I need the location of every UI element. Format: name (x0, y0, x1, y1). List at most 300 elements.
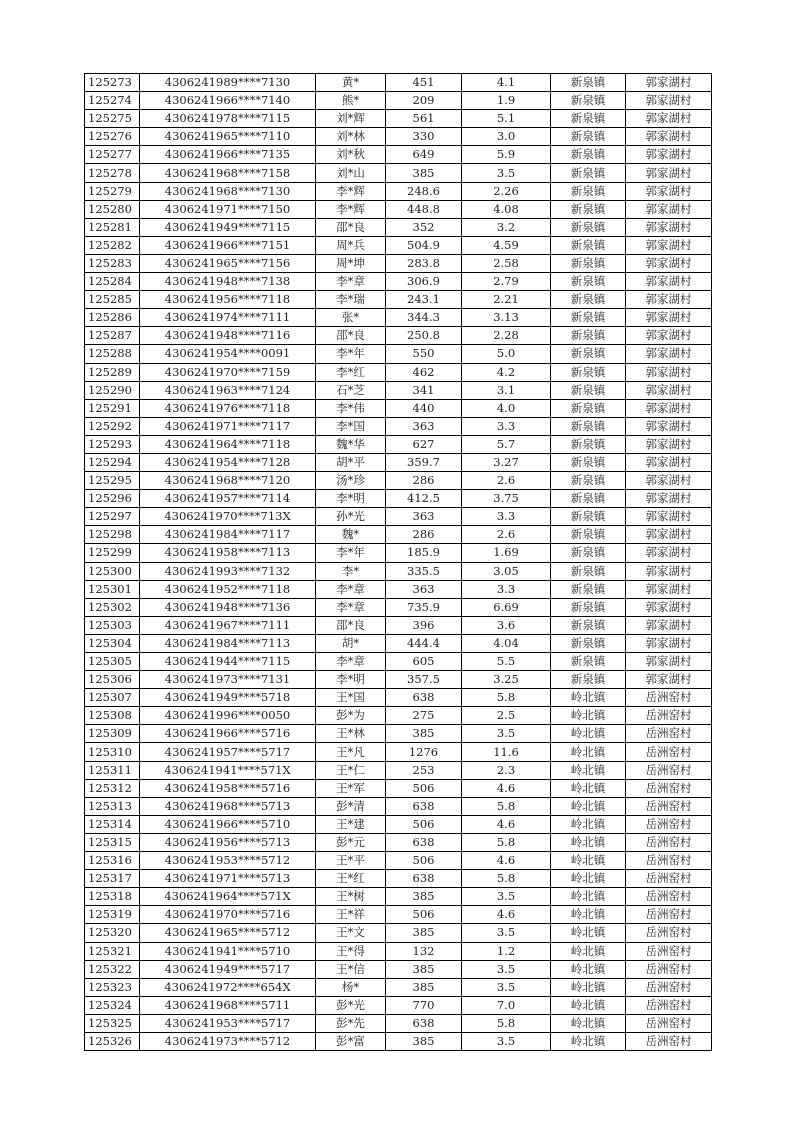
record-id-cell: 125282 (85, 236, 140, 254)
village-cell: 岳洲窑村 (626, 888, 712, 906)
record-id-cell: 125289 (85, 363, 140, 381)
person-name-cell: 彭*光 (316, 996, 386, 1014)
town-cell: 新泉镇 (551, 128, 626, 146)
amount-cell: 286 (386, 526, 462, 544)
table-row (85, 1014, 712, 1032)
table-row (85, 472, 712, 490)
town-cell: 新泉镇 (551, 363, 626, 381)
record-id-cell: 125276 (85, 128, 140, 146)
area-cell: 3.2 (462, 218, 551, 236)
village-cell: 岳洲窑村 (626, 797, 712, 815)
amount-cell: 412.5 (386, 490, 462, 508)
record-id-cell: 125277 (85, 146, 140, 164)
id-number-cell: 4306241966****7151 (140, 236, 316, 254)
amount-cell: 396 (386, 616, 462, 634)
table-row (85, 236, 712, 254)
town-cell: 新泉镇 (551, 399, 626, 417)
amount-cell: 649 (386, 146, 462, 164)
town-cell: 岭北镇 (551, 689, 626, 707)
amount-cell: 363 (386, 417, 462, 435)
record-id-cell: 125312 (85, 779, 140, 797)
area-cell: 2.3 (462, 761, 551, 779)
amount-cell: 359.7 (386, 453, 462, 471)
id-number-cell: 4306241970****5716 (140, 906, 316, 924)
record-id-cell: 125298 (85, 526, 140, 544)
village-cell: 郭家湖村 (626, 345, 712, 363)
id-number-cell: 4306241956****5713 (140, 833, 316, 851)
village-cell: 岳洲窑村 (626, 1032, 712, 1050)
town-cell: 新泉镇 (551, 526, 626, 544)
area-cell: 11.6 (462, 743, 551, 761)
amount-cell: 451 (386, 74, 462, 92)
town-cell: 新泉镇 (551, 435, 626, 453)
amount-cell: 448.8 (386, 200, 462, 218)
amount-cell: 627 (386, 435, 462, 453)
table-row (85, 797, 712, 815)
id-number-cell: 4306241968****5711 (140, 996, 316, 1014)
town-cell: 新泉镇 (551, 508, 626, 526)
table-row (85, 254, 712, 272)
village-cell: 郭家湖村 (626, 671, 712, 689)
area-cell: 2.79 (462, 273, 551, 291)
town-cell: 新泉镇 (551, 634, 626, 652)
area-cell: 3.5 (462, 725, 551, 743)
village-cell: 郭家湖村 (626, 309, 712, 327)
record-id-cell: 125318 (85, 888, 140, 906)
town-cell: 岭北镇 (551, 725, 626, 743)
town-cell: 岭北镇 (551, 1032, 626, 1050)
person-name-cell: 刘*山 (316, 164, 386, 182)
id-number-cell: 4306241965****7110 (140, 128, 316, 146)
village-cell: 郭家湖村 (626, 146, 712, 164)
village-cell: 岳洲窑村 (626, 779, 712, 797)
record-id-cell: 125326 (85, 1032, 140, 1050)
amount-cell: 275 (386, 707, 462, 725)
area-cell: 3.05 (462, 562, 551, 580)
record-id-cell: 125315 (85, 833, 140, 851)
town-cell: 新泉镇 (551, 291, 626, 309)
amount-cell: 770 (386, 996, 462, 1014)
record-id-cell: 125300 (85, 562, 140, 580)
id-number-cell: 4306241953****5712 (140, 852, 316, 870)
town-cell: 新泉镇 (551, 92, 626, 110)
town-cell: 新泉镇 (551, 490, 626, 508)
village-cell: 岳洲窑村 (626, 815, 712, 833)
person-name-cell: 刘*林 (316, 128, 386, 146)
table-row (85, 363, 712, 381)
record-id-cell: 125317 (85, 870, 140, 888)
amount-cell: 638 (386, 797, 462, 815)
id-number-cell: 4306241970****713X (140, 508, 316, 526)
id-number-cell: 4306241948****7116 (140, 327, 316, 345)
record-id-cell: 125322 (85, 960, 140, 978)
record-id-cell: 125295 (85, 472, 140, 490)
area-cell: 3.13 (462, 309, 551, 327)
person-name-cell: 王*军 (316, 779, 386, 797)
record-id-cell: 125301 (85, 580, 140, 598)
area-cell: 2.6 (462, 526, 551, 544)
town-cell: 岭北镇 (551, 743, 626, 761)
id-number-cell: 4306241944****7115 (140, 653, 316, 671)
person-name-cell: 王*信 (316, 960, 386, 978)
record-id-cell: 125309 (85, 725, 140, 743)
person-name-cell: 胡* (316, 634, 386, 652)
amount-cell: 385 (386, 978, 462, 996)
town-cell: 新泉镇 (551, 598, 626, 616)
id-number-cell: 4306241949****5718 (140, 689, 316, 707)
amount-cell: 363 (386, 580, 462, 598)
amount-cell: 638 (386, 1014, 462, 1032)
record-id-cell: 125311 (85, 761, 140, 779)
amount-cell: 506 (386, 852, 462, 870)
person-name-cell: 王*祥 (316, 906, 386, 924)
id-number-cell: 4306241996****0050 (140, 707, 316, 725)
table-row (85, 544, 712, 562)
village-cell: 郭家湖村 (626, 526, 712, 544)
id-number-cell: 4306241989****7130 (140, 74, 316, 92)
table-row (85, 417, 712, 435)
area-cell: 1.69 (462, 544, 551, 562)
person-name-cell: 张* (316, 309, 386, 327)
town-cell: 岭北镇 (551, 888, 626, 906)
town-cell: 岭北镇 (551, 906, 626, 924)
area-cell: 3.3 (462, 417, 551, 435)
town-cell: 新泉镇 (551, 182, 626, 200)
amount-cell: 330 (386, 128, 462, 146)
area-cell: 4.59 (462, 236, 551, 254)
person-name-cell: 彭*富 (316, 1032, 386, 1050)
amount-cell: 357.5 (386, 671, 462, 689)
person-name-cell: 李*章 (316, 653, 386, 671)
table-row (85, 291, 712, 309)
town-cell: 新泉镇 (551, 580, 626, 598)
person-name-cell: 李*辉 (316, 200, 386, 218)
area-cell: 3.0 (462, 128, 551, 146)
town-cell: 岭北镇 (551, 833, 626, 851)
table-row (85, 128, 712, 146)
amount-cell: 363 (386, 508, 462, 526)
person-name-cell: 李*章 (316, 273, 386, 291)
village-cell: 郭家湖村 (626, 453, 712, 471)
table-row (85, 562, 712, 580)
village-cell: 郭家湖村 (626, 200, 712, 218)
person-name-cell: 刘*辉 (316, 110, 386, 128)
id-number-cell: 4306241941****571X (140, 761, 316, 779)
table-row (85, 580, 712, 598)
amount-cell: 506 (386, 815, 462, 833)
record-id-cell: 125275 (85, 110, 140, 128)
id-number-cell: 4306241973****5712 (140, 1032, 316, 1050)
village-cell: 郭家湖村 (626, 634, 712, 652)
area-cell: 5.8 (462, 870, 551, 888)
amount-cell: 283.8 (386, 254, 462, 272)
amount-cell: 444.4 (386, 634, 462, 652)
id-number-cell: 4306241978****7115 (140, 110, 316, 128)
amount-cell: 550 (386, 345, 462, 363)
area-cell: 4.04 (462, 634, 551, 652)
area-cell: 3.6 (462, 616, 551, 634)
id-number-cell: 4306241953****5717 (140, 1014, 316, 1032)
village-cell: 郭家湖村 (626, 435, 712, 453)
town-cell: 新泉镇 (551, 110, 626, 128)
record-id-cell: 125294 (85, 453, 140, 471)
table-row (85, 200, 712, 218)
id-number-cell: 4306241971****5713 (140, 870, 316, 888)
id-number-cell: 4306241984****7113 (140, 634, 316, 652)
area-cell: 5.7 (462, 435, 551, 453)
record-id-cell: 125307 (85, 689, 140, 707)
person-name-cell: 周*坤 (316, 254, 386, 272)
table-row (85, 743, 712, 761)
record-id-cell: 125292 (85, 417, 140, 435)
amount-cell: 306.9 (386, 273, 462, 291)
town-cell: 岭北镇 (551, 815, 626, 833)
area-cell: 1.2 (462, 942, 551, 960)
village-cell: 郭家湖村 (626, 616, 712, 634)
area-cell: 5.0 (462, 345, 551, 363)
record-id-cell: 125273 (85, 74, 140, 92)
table-row (85, 526, 712, 544)
person-name-cell: 王*树 (316, 888, 386, 906)
area-cell: 6.69 (462, 598, 551, 616)
town-cell: 岭北镇 (551, 797, 626, 815)
area-cell: 1.9 (462, 92, 551, 110)
id-number-cell: 4306241993****7132 (140, 562, 316, 580)
table-row (85, 164, 712, 182)
amount-cell: 504.9 (386, 236, 462, 254)
record-id-cell: 125287 (85, 327, 140, 345)
person-name-cell: 彭*先 (316, 1014, 386, 1032)
town-cell: 新泉镇 (551, 327, 626, 345)
table-row (85, 508, 712, 526)
record-id-cell: 125286 (85, 309, 140, 327)
person-name-cell: 黄* (316, 74, 386, 92)
amount-cell: 335.5 (386, 562, 462, 580)
record-id-cell: 125280 (85, 200, 140, 218)
area-cell: 5.8 (462, 833, 551, 851)
area-cell: 4.6 (462, 906, 551, 924)
village-cell: 郭家湖村 (626, 381, 712, 399)
area-cell: 5.8 (462, 689, 551, 707)
town-cell: 岭北镇 (551, 779, 626, 797)
person-name-cell: 王*凡 (316, 743, 386, 761)
person-name-cell: 王*红 (316, 870, 386, 888)
person-name-cell: 周*兵 (316, 236, 386, 254)
table-row (85, 381, 712, 399)
id-number-cell: 4306241968****7120 (140, 472, 316, 490)
town-cell: 岭北镇 (551, 852, 626, 870)
area-cell: 3.3 (462, 508, 551, 526)
area-cell: 3.5 (462, 924, 551, 942)
amount-cell: 385 (386, 164, 462, 182)
village-cell: 岳洲窑村 (626, 689, 712, 707)
table-row (85, 74, 712, 92)
town-cell: 新泉镇 (551, 671, 626, 689)
records-table (84, 73, 712, 1051)
table-row (85, 996, 712, 1014)
town-cell: 新泉镇 (551, 164, 626, 182)
area-cell: 3.5 (462, 978, 551, 996)
amount-cell: 506 (386, 779, 462, 797)
table-row (85, 453, 712, 471)
record-id-cell: 125279 (85, 182, 140, 200)
amount-cell: 506 (386, 906, 462, 924)
amount-cell: 132 (386, 942, 462, 960)
amount-cell: 250.8 (386, 327, 462, 345)
area-cell: 5.5 (462, 653, 551, 671)
record-id-cell: 125316 (85, 852, 140, 870)
person-name-cell: 邵*良 (316, 218, 386, 236)
area-cell: 2.21 (462, 291, 551, 309)
amount-cell: 638 (386, 870, 462, 888)
record-id-cell: 125321 (85, 942, 140, 960)
id-number-cell: 4306241964****7118 (140, 435, 316, 453)
person-name-cell: 王*得 (316, 942, 386, 960)
id-number-cell: 4306241967****7111 (140, 616, 316, 634)
person-name-cell: 李*伟 (316, 399, 386, 417)
amount-cell: 462 (386, 363, 462, 381)
record-id-cell: 125323 (85, 978, 140, 996)
person-name-cell: 刘*秋 (316, 146, 386, 164)
village-cell: 岳洲窑村 (626, 942, 712, 960)
village-cell: 郭家湖村 (626, 417, 712, 435)
village-cell: 郭家湖村 (626, 327, 712, 345)
table-row (85, 634, 712, 652)
person-name-cell: 李*年 (316, 345, 386, 363)
village-cell: 岳洲窑村 (626, 870, 712, 888)
record-id-cell: 125302 (85, 598, 140, 616)
table-row (85, 942, 712, 960)
record-id-cell: 125288 (85, 345, 140, 363)
town-cell: 岭北镇 (551, 960, 626, 978)
id-number-cell: 4306241954****7128 (140, 453, 316, 471)
record-id-cell: 125291 (85, 399, 140, 417)
village-cell: 郭家湖村 (626, 490, 712, 508)
village-cell: 郭家湖村 (626, 598, 712, 616)
area-cell: 4.6 (462, 815, 551, 833)
area-cell: 4.1 (462, 74, 551, 92)
table-row (85, 779, 712, 797)
area-cell: 5.9 (462, 146, 551, 164)
record-id-cell: 125313 (85, 797, 140, 815)
town-cell: 新泉镇 (551, 273, 626, 291)
village-cell: 郭家湖村 (626, 128, 712, 146)
amount-cell: 561 (386, 110, 462, 128)
id-number-cell: 4306241984****7117 (140, 526, 316, 544)
id-number-cell: 4306241965****7156 (140, 254, 316, 272)
id-number-cell: 4306241971****7117 (140, 417, 316, 435)
amount-cell: 638 (386, 833, 462, 851)
town-cell: 岭北镇 (551, 996, 626, 1014)
id-number-cell: 4306241958****7113 (140, 544, 316, 562)
person-name-cell: 李*明 (316, 671, 386, 689)
person-name-cell: 李*章 (316, 598, 386, 616)
area-cell: 4.6 (462, 852, 551, 870)
amount-cell: 286 (386, 472, 462, 490)
id-number-cell: 4306241949****7115 (140, 218, 316, 236)
id-number-cell: 4306241963****7124 (140, 381, 316, 399)
area-cell: 7.0 (462, 996, 551, 1014)
village-cell: 郭家湖村 (626, 580, 712, 598)
record-id-cell: 125304 (85, 634, 140, 652)
record-id-cell: 125325 (85, 1014, 140, 1032)
person-name-cell: 李*年 (316, 544, 386, 562)
village-cell: 岳洲窑村 (626, 743, 712, 761)
area-cell: 3.5 (462, 888, 551, 906)
record-id-cell: 125303 (85, 616, 140, 634)
id-number-cell: 4306241966****5716 (140, 725, 316, 743)
id-number-cell: 4306241965****5712 (140, 924, 316, 942)
record-id-cell: 125284 (85, 273, 140, 291)
id-number-cell: 4306241966****5710 (140, 815, 316, 833)
village-cell: 岳洲窑村 (626, 833, 712, 851)
town-cell: 岭北镇 (551, 1014, 626, 1032)
village-cell: 郭家湖村 (626, 508, 712, 526)
village-cell: 岳洲窑村 (626, 1014, 712, 1032)
table-row (85, 218, 712, 236)
area-cell: 4.2 (462, 363, 551, 381)
town-cell: 新泉镇 (551, 472, 626, 490)
amount-cell: 243.1 (386, 291, 462, 309)
area-cell: 3.5 (462, 164, 551, 182)
amount-cell: 185.9 (386, 544, 462, 562)
amount-cell: 385 (386, 924, 462, 942)
person-name-cell: 孙*光 (316, 508, 386, 526)
table-row (85, 761, 712, 779)
id-number-cell: 4306241957****5717 (140, 743, 316, 761)
amount-cell: 638 (386, 689, 462, 707)
village-cell: 郭家湖村 (626, 562, 712, 580)
town-cell: 岭北镇 (551, 942, 626, 960)
table-row (85, 146, 712, 164)
table-row (85, 399, 712, 417)
id-number-cell: 4306241964****571X (140, 888, 316, 906)
amount-cell: 352 (386, 218, 462, 236)
person-name-cell: 熊* (316, 92, 386, 110)
table-row (85, 327, 712, 345)
id-number-cell: 4306241973****7131 (140, 671, 316, 689)
village-cell: 岳洲窑村 (626, 996, 712, 1014)
village-cell: 郭家湖村 (626, 218, 712, 236)
person-name-cell: 魏* (316, 526, 386, 544)
amount-cell: 735.9 (386, 598, 462, 616)
id-number-cell: 4306241968****5713 (140, 797, 316, 815)
town-cell: 岭北镇 (551, 761, 626, 779)
record-id-cell: 125274 (85, 92, 140, 110)
record-id-cell: 125297 (85, 508, 140, 526)
table-row (85, 689, 712, 707)
person-name-cell: 李*瑞 (316, 291, 386, 309)
area-cell: 2.28 (462, 327, 551, 345)
village-cell: 郭家湖村 (626, 254, 712, 272)
table-row (85, 273, 712, 291)
table-row (85, 815, 712, 833)
town-cell: 新泉镇 (551, 381, 626, 399)
person-name-cell: 王*林 (316, 725, 386, 743)
village-cell: 岳洲窑村 (626, 978, 712, 996)
village-cell: 郭家湖村 (626, 92, 712, 110)
amount-cell: 385 (386, 960, 462, 978)
id-number-cell: 4306241952****7118 (140, 580, 316, 598)
table-row (85, 435, 712, 453)
id-number-cell: 4306241948****7136 (140, 598, 316, 616)
id-number-cell: 4306241974****7111 (140, 309, 316, 327)
table-row (85, 725, 712, 743)
town-cell: 岭北镇 (551, 978, 626, 996)
table-row (85, 616, 712, 634)
person-name-cell: 魏*华 (316, 435, 386, 453)
record-id-cell: 125305 (85, 653, 140, 671)
